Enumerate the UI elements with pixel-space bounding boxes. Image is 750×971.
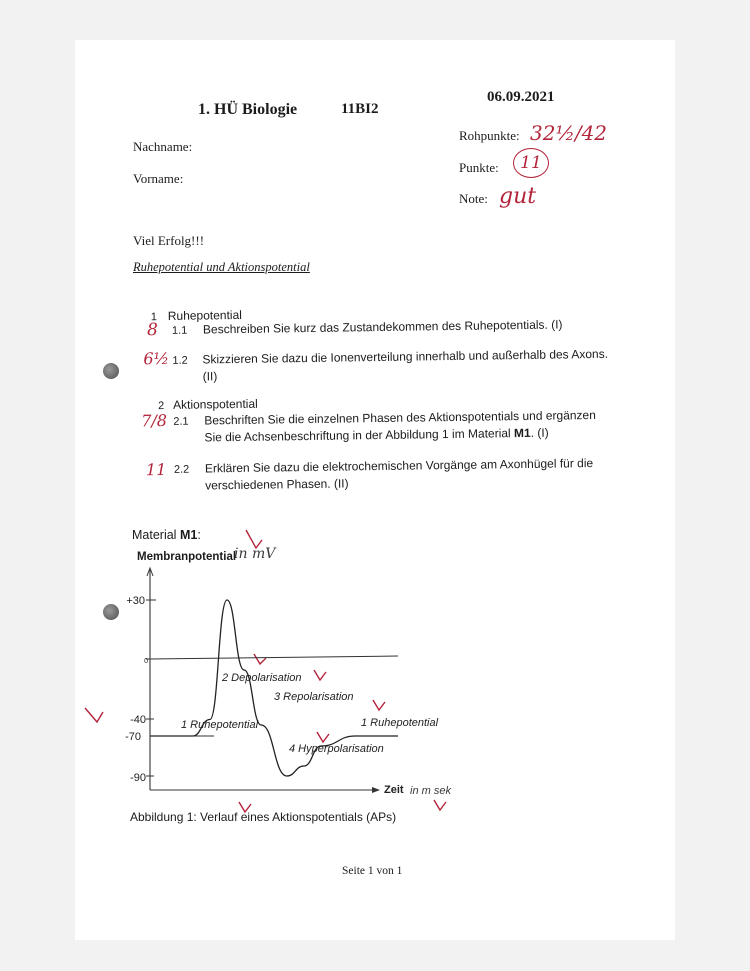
lastname-label: Nachname: bbox=[133, 139, 193, 154]
check-mark-depolarisation bbox=[254, 654, 266, 664]
grade-label: Note: bbox=[459, 191, 488, 206]
check-mark-ticks bbox=[85, 708, 103, 722]
class-label: 11BI2 bbox=[341, 101, 379, 117]
grade-value: gut bbox=[499, 184, 537, 209]
task-1-2-score: 6½ bbox=[143, 348, 170, 369]
task-1-number: 1 bbox=[150, 311, 158, 324]
check-mark-repolarisation bbox=[314, 670, 326, 680]
task-1-2-text: Skizzieren Sie dazu die Ionenverteilung innerhalb und außerhalb des Axons. bbox=[202, 346, 609, 367]
annotation-hyperpolarisation: 4 Hyperpolarisation bbox=[289, 743, 384, 755]
zero-line bbox=[150, 656, 398, 659]
raw-points-label: Rohpunkte: bbox=[459, 128, 520, 143]
material-label: Material M1: bbox=[132, 528, 201, 542]
chart-ylabel-handwritten: in mV bbox=[234, 546, 276, 562]
task-2-2-text: Erklären Sie dazu die elektrochemischen Vorgänge am Axonhügel für die bbox=[204, 456, 594, 476]
x-axis-arrow-icon bbox=[372, 787, 380, 793]
annotation-repolarisation: 3 Repolarisation bbox=[274, 691, 354, 703]
task-2-1-score: 7/8 bbox=[141, 410, 168, 431]
good-luck-text: Viel Erfolg!!! bbox=[133, 233, 205, 248]
y-tick-label: -40 bbox=[130, 714, 146, 726]
chart-xlabel: Zeit bbox=[384, 784, 404, 796]
task-1-title: Ruhepotential bbox=[167, 307, 242, 323]
annotation-rest-right: 1 Ruhepotential bbox=[361, 717, 439, 729]
points-value-circled: 11 bbox=[513, 148, 549, 178]
task-2-2-text-line2: verschiedenen Phasen. (II) bbox=[205, 476, 349, 493]
task-1-1-score: 8 bbox=[146, 320, 158, 341]
task-1-1-number: 1.1 bbox=[171, 324, 188, 337]
check-mark-rest-right bbox=[373, 700, 385, 710]
date-label: 06.09.2021 bbox=[487, 89, 555, 105]
firstname-label: Vorname: bbox=[133, 171, 184, 186]
task-1-2-number: 1.2 bbox=[172, 354, 188, 367]
task-2-number: 2 bbox=[157, 400, 165, 413]
task-2-2-score: 11 bbox=[145, 459, 167, 480]
figure-caption: Abbildung 1: Verlauf eines Aktionspotentials (APs) bbox=[130, 810, 397, 824]
points-label: Punkte: bbox=[459, 160, 499, 175]
y-tick-label: +30 bbox=[126, 595, 145, 607]
annotation-rest-left: 1 Ruhepotential bbox=[181, 719, 259, 731]
check-mark-material bbox=[246, 530, 262, 548]
task-2-1-number: 2.1 bbox=[173, 415, 189, 428]
task-1-2-text-line2: (II) bbox=[202, 369, 218, 384]
chart-ylabel: Membranpotential bbox=[137, 551, 237, 563]
y-tick-label: -90 bbox=[130, 772, 146, 784]
task-2-1-text: Beschriften Sie die einzelnen Phasen des Aktionspotentials und ergänzen bbox=[204, 407, 596, 428]
annotation-depolarisation: 2 Depolarisation bbox=[222, 672, 302, 684]
task-2-2-number: 2.2 bbox=[173, 463, 190, 476]
y-tick-label: -70 bbox=[125, 731, 141, 743]
raw-points-value: 32½/42 bbox=[530, 121, 608, 145]
task-2-title: Aktionspotential bbox=[172, 396, 258, 412]
chart-xlabel-handwritten: in m sek bbox=[410, 785, 451, 797]
check-mark-hyperpolarisation bbox=[317, 732, 329, 742]
task-1-1-text: Beschreiben Sie kurz das Zustandekommen des Ruhepotentials. (I) bbox=[202, 317, 563, 337]
task-2-1-text-line2: Sie die Achsenbeschriftung in der Abbildung 1 im Material M1. (I) bbox=[204, 425, 549, 445]
worksheet-title: 1. HÜ Biologie bbox=[198, 101, 298, 118]
page-number: Seite 1 von 1 bbox=[342, 865, 403, 877]
topic-heading: Ruhepotential und Aktionspotential bbox=[133, 260, 310, 274]
check-mark-xlabel bbox=[434, 800, 446, 810]
y-tick-label: 0 bbox=[144, 658, 148, 665]
